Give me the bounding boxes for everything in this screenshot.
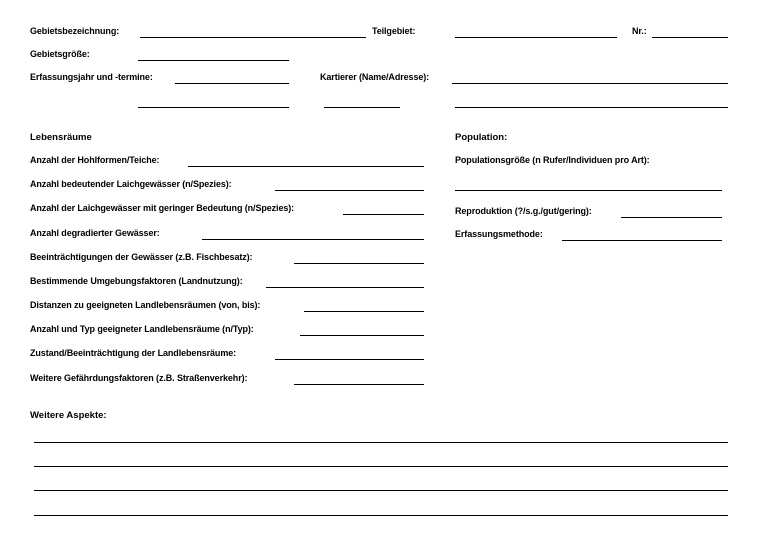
field-teilgebiet[interactable]: [455, 37, 617, 38]
label-zustand-landlebensraeume: Zustand/Beeinträchtigung der Landlebensräume:: [30, 348, 237, 358]
field-weitere-aspekte-line-2[interactable]: [34, 466, 728, 467]
field-weitere-aspekte-line-3[interactable]: [34, 490, 728, 491]
field-reproduktion[interactable]: [621, 217, 722, 218]
label-umgebungsfaktoren: Bestimmende Umgebungsfaktoren (Landnutzung):: [30, 276, 243, 286]
label-gebietsbezeichnung: Gebietsbezeichnung:: [30, 26, 120, 36]
label-reproduktion: Reproduktion (?/s.g./gut/gering):: [455, 206, 592, 216]
label-landlebensraeume-typ: Anzahl und Typ geeigneter Landlebensräume (n/Typ):: [30, 324, 254, 334]
field-weitere-aspekte-line-4[interactable]: [34, 515, 728, 516]
field-landlebensraeume-typ[interactable]: [300, 335, 424, 336]
field-gefaehrdungsfaktoren[interactable]: [294, 384, 424, 385]
label-beeintraechtigungen-gewaesser: Beeinträchtigungen der Gewässer (z.B. Fischbesatz):: [30, 252, 253, 262]
label-kartierer: Kartierer (Name/Adresse):: [320, 72, 430, 82]
field-umgebungsfaktoren[interactable]: [266, 287, 424, 288]
field-bedeutende-laichgewaesser[interactable]: [275, 190, 424, 191]
label-gefaehrdungsfaktoren: Weitere Gefährdungsfaktoren (z.B. Straßenverkehr):: [30, 373, 248, 383]
field-hohlformen[interactable]: [188, 166, 424, 167]
heading-lebensraeume: Lebensräume: [30, 132, 92, 143]
field-zustand-landlebensraeume[interactable]: [275, 359, 424, 360]
field-geringe-laichgewaesser[interactable]: [343, 214, 424, 215]
heading-weitere-aspekte: Weitere Aspekte:: [30, 410, 107, 421]
label-populationsgroesse: Populationsgröße (n Rufer/Individuen pro Art):: [455, 155, 650, 165]
label-bedeutende-laichgewaesser: Anzahl bedeutender Laichgewässer (n/Spezies):: [30, 179, 232, 189]
label-erfassungsmethode: Erfassungsmethode:: [455, 229, 543, 239]
label-hohlformen: Anzahl der Hohlformen/Teiche:: [30, 155, 160, 165]
label-geringe-laichgewaesser: Anzahl der Laichgewässer mit geringer Bedeutung (n/Spezies):: [30, 203, 295, 213]
label-teilgebiet: Teilgebiet:: [372, 26, 416, 36]
field-beeintraechtigungen-gewaesser[interactable]: [294, 263, 424, 264]
label-distanzen: Distanzen zu geeigneten Landlebensräumen (von, bis):: [30, 300, 261, 310]
heading-population: Population:: [455, 132, 508, 143]
field-gebietsbezeichnung[interactable]: [140, 37, 366, 38]
label-nr: Nr.:: [632, 26, 647, 36]
field-erfassungsmethode[interactable]: [562, 240, 722, 241]
field-erfassungstermine-2[interactable]: [138, 107, 289, 108]
field-kartierer[interactable]: [452, 83, 728, 84]
field-nr[interactable]: [652, 37, 728, 38]
label-degradierte-gewaesser: Anzahl degradierter Gewässer:: [30, 228, 160, 238]
field-kartierer-extra[interactable]: [324, 107, 400, 108]
field-gebietsgroesse[interactable]: [138, 60, 289, 61]
label-gebietsgroesse: Gebietsgröße:: [30, 49, 90, 59]
field-kartierer-2[interactable]: [455, 107, 728, 108]
field-populationsgroesse[interactable]: [455, 190, 722, 191]
field-degradierte-gewaesser[interactable]: [202, 239, 424, 240]
label-erfassungsjahr: Erfassungsjahr und -termine:: [30, 72, 153, 82]
field-erfassungsjahr[interactable]: [175, 83, 289, 84]
field-distanzen[interactable]: [304, 311, 424, 312]
field-weitere-aspekte-line-1[interactable]: [34, 442, 728, 443]
